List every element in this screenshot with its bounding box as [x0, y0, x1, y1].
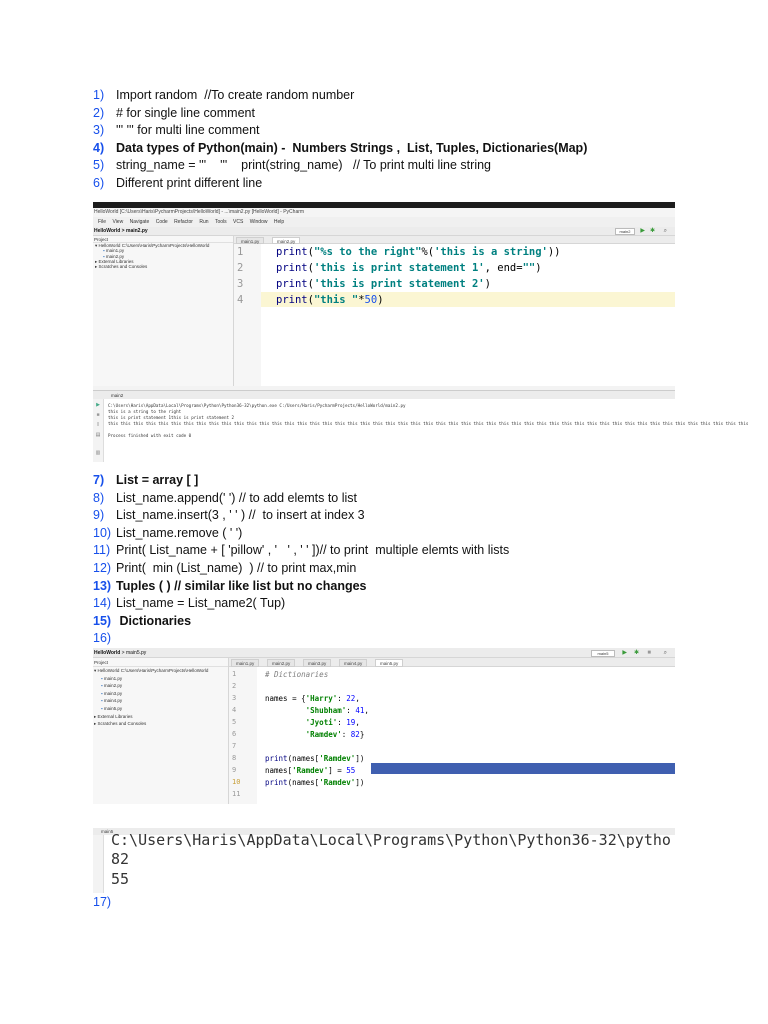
tree-file[interactable]: ▪ main3.py — [101, 690, 123, 696]
pycharm-screenshot-dictionaries — [93, 648, 675, 804]
debug-icon[interactable]: ✱ — [633, 650, 639, 656]
line-number: 3 — [237, 278, 244, 290]
breadcrumb: HelloWorld > main5.py — [93, 648, 675, 658]
run-console — [93, 399, 749, 462]
console-output-screenshot — [93, 828, 675, 893]
rerun-icon[interactable]: ▶ — [96, 402, 100, 408]
python-file-icon: ▪ — [103, 253, 105, 259]
tree-root[interactable]: ▾ HelloWorld C:\Users\Haris\PycharmProjects\HelloWorld — [94, 668, 209, 673]
menu-code[interactable]: Code — [155, 219, 168, 225]
debug-icon[interactable]: ✱ — [649, 228, 655, 234]
menu-vcs[interactable]: VCS — [233, 219, 244, 225]
list-item: 8) List_name.append(' ') // to add elemts to list — [93, 490, 358, 505]
list-item: 11) Print( List_name + [ 'pillow' , ' ' , ' ' ])// to print multiple elemts with lists — [93, 543, 510, 558]
code-editor[interactable] — [234, 244, 675, 386]
console-line: 55 — [111, 870, 130, 888]
run-icon[interactable]: ▶ — [640, 228, 645, 234]
list-item: 4) Data types of Python(main) - Numbers Strings , List, Tuples, Dictionaries(Map) — [93, 140, 588, 155]
list-item: 16) — [93, 631, 112, 646]
console-toolbar — [93, 399, 104, 462]
tree-folder[interactable]: ▸ Scratches and Consoles — [94, 721, 147, 727]
list-item: 3) ''' ''' for multi line comment — [93, 123, 260, 138]
search-icon[interactable]: ⌕ — [663, 228, 667, 234]
run-icon[interactable]: ▶ — [622, 650, 627, 656]
console-line: Process finished with exit code 0 — [108, 433, 192, 438]
line-gutter — [234, 244, 261, 386]
code-line: 'Jyoti': 19, — [305, 718, 360, 727]
menu-bar — [93, 217, 675, 227]
list-item: 10) List_name.remove ( ' ') — [93, 525, 243, 540]
code-line: print(names['Ramdev']) — [265, 754, 365, 763]
python-file-icon: ▪ — [101, 675, 103, 681]
tree-file[interactable]: ▪ main2.py — [103, 253, 125, 259]
tree-file[interactable]: ▪ main1.py — [103, 248, 125, 254]
tree-file[interactable]: ▪ main2.py — [101, 683, 123, 689]
trash-icon[interactable]: ▥ — [95, 450, 101, 456]
window-title: HelloWorld [C:\Users\Haris\PycharmProjects\HelloWorld] - ...\main2.py [HelloWorld] - PyCharm — [93, 208, 675, 217]
list-item: 5) string_name = ''' ''' print(string_name) // To print multi line string — [93, 158, 491, 173]
breadcrumb: HelloWorld > main2.py — [93, 227, 675, 236]
console-toolbar — [93, 835, 104, 893]
python-file-icon: ▪ — [101, 690, 103, 696]
tab-main5[interactable]: main5.py — [375, 659, 403, 667]
tree-file[interactable]: ▪ main1.py — [101, 675, 123, 681]
code-line: 'Ramdev': 82} — [305, 730, 365, 739]
list-item: 9) List_name.insert(3 , ' ' ) // to insert at index 3 — [93, 508, 365, 523]
python-file-icon: ▪ — [101, 683, 103, 689]
menu-file[interactable]: File — [98, 219, 107, 225]
notes-list-3 — [93, 894, 683, 912]
list-item: 15) Dictionaries — [93, 613, 192, 628]
code-line: print('this is print statement 2') — [276, 278, 491, 290]
list-item: 6) Different print different line — [93, 175, 263, 190]
list-item: 1) Import random //To create random number — [93, 88, 355, 102]
code-line: print("%s to the right"%('this is a string')) — [276, 246, 561, 258]
code-line: names = {'Harry': 22, — [265, 694, 360, 703]
code-line: names['Ramdev'] = 55 — [265, 766, 356, 775]
console-line: this is print statement 1this is print statement 2 — [108, 415, 235, 420]
run-config-select[interactable]: main5 — [591, 650, 615, 657]
menu-run[interactable]: Run — [199, 219, 209, 225]
list-item: 2) # for single line comment — [93, 105, 255, 120]
line-number: 3 — [232, 694, 237, 702]
print-icon[interactable]: ▤ — [95, 432, 101, 438]
code-comment: # Dictionaries — [265, 670, 329, 679]
tree-folder[interactable]: ▸ External Libraries — [95, 258, 134, 264]
line-number: 2 — [237, 262, 244, 274]
stop-icon[interactable]: ■ — [647, 650, 651, 656]
editor-tabs — [234, 236, 675, 244]
python-file-icon: ▪ — [101, 698, 103, 704]
menu-window[interactable]: Window — [249, 219, 268, 225]
console-line: this this this this this this this this this this this this this this this this this this this this this this this this this this this this this this this this this this this this this this this this this this this this this this this this this this this — [108, 421, 749, 426]
tab-main1[interactable]: main1.py — [236, 237, 264, 244]
tab-main4[interactable]: main4.py — [339, 659, 367, 667]
list-item: 12) Print( min (List_name) ) // to print max,min — [93, 560, 357, 575]
line-number: 2 — [232, 682, 237, 690]
list-item: 7) List = array [ ] — [93, 473, 199, 487]
project-header[interactable]: Project — [93, 658, 228, 667]
tree-file[interactable]: ▪ main5.py — [101, 705, 123, 711]
line-number: 1 — [232, 670, 237, 678]
line-number: 8 — [232, 754, 237, 762]
project-panel — [93, 658, 229, 804]
tree-folder[interactable]: ▸ External Libraries — [94, 713, 133, 719]
pause-icon[interactable]: ‖ — [96, 422, 100, 428]
line-number: 1 — [237, 246, 244, 258]
project-header[interactable]: Project — [93, 236, 233, 243]
menu-view[interactable]: View — [112, 219, 124, 225]
menu-help[interactable]: Help — [273, 219, 285, 225]
console-line: C:\Users\Haris\AppData\Local\Programs\Python\Python36-32\pytho — [111, 831, 671, 849]
editor-tabs — [229, 658, 675, 667]
line-number: 11 — [232, 790, 241, 798]
code-line: print("this "*50) — [276, 294, 384, 306]
run-tab[interactable]: main5 — [93, 828, 675, 835]
code-line: print('this is print statement 1', end="") — [276, 262, 542, 274]
code-line: print(names['Ramdev']) — [265, 778, 365, 787]
list-item: 17) — [93, 895, 112, 909]
line-number: 4 — [237, 294, 244, 306]
tree-folder[interactable]: ▸ Scratches and Consoles — [95, 264, 148, 270]
code-editor[interactable] — [229, 667, 675, 804]
console-line: 82 — [111, 850, 130, 868]
line-number: 10 — [232, 778, 241, 786]
selection-highlight — [371, 763, 675, 774]
tab-main1[interactable]: main1.py — [231, 659, 259, 667]
tab-main2[interactable]: main2.py — [272, 237, 300, 244]
search-icon[interactable]: ⌕ — [663, 650, 667, 656]
list-item: 13) Tuples ( ) // similar like list but no changes — [93, 578, 367, 593]
tree-root[interactable]: ▾ HelloWorld C:\Users\Haris\PycharmProjects\HelloWorld — [95, 243, 210, 248]
line-number: 5 — [232, 718, 237, 726]
pycharm-screenshot-print — [93, 202, 749, 462]
python-file-icon: ▪ — [103, 248, 105, 254]
tree-file[interactable]: ▪ main4.py — [101, 698, 123, 704]
project-panel — [93, 236, 234, 386]
console-line: this is a string to the right — [108, 409, 182, 414]
stop-icon[interactable]: ■ — [96, 412, 100, 418]
menu-refactor[interactable]: Refactor — [174, 219, 193, 225]
python-file-icon: ▪ — [101, 705, 103, 711]
menu-navigate[interactable]: Navigate — [129, 219, 150, 225]
line-number: 7 — [232, 742, 237, 750]
code-line: 'Shubham': 41, — [305, 706, 369, 715]
tab-main2[interactable]: main2.py — [267, 659, 295, 667]
line-number: 9 — [232, 766, 237, 774]
notes-list-2 — [93, 472, 683, 648]
notes-list-1 — [93, 87, 683, 193]
list-item: 14) List_name = List_name2( Tup) — [93, 596, 286, 611]
line-gutter — [229, 667, 257, 804]
run-config-select[interactable]: main2 — [615, 228, 635, 235]
line-number: 4 — [232, 706, 237, 714]
tab-main3[interactable]: main3.py — [303, 659, 331, 667]
line-number: 6 — [232, 730, 237, 738]
console-line: C:\Users\Haris\AppData\Local\Programs\Python\Python36-32\python.exe C:/Users/Haris/PycharmProjects/HelloWorld/main2.py — [108, 403, 406, 408]
menu-tools[interactable]: Tools — [214, 219, 227, 225]
run-tab[interactable]: main2 — [93, 390, 675, 399]
